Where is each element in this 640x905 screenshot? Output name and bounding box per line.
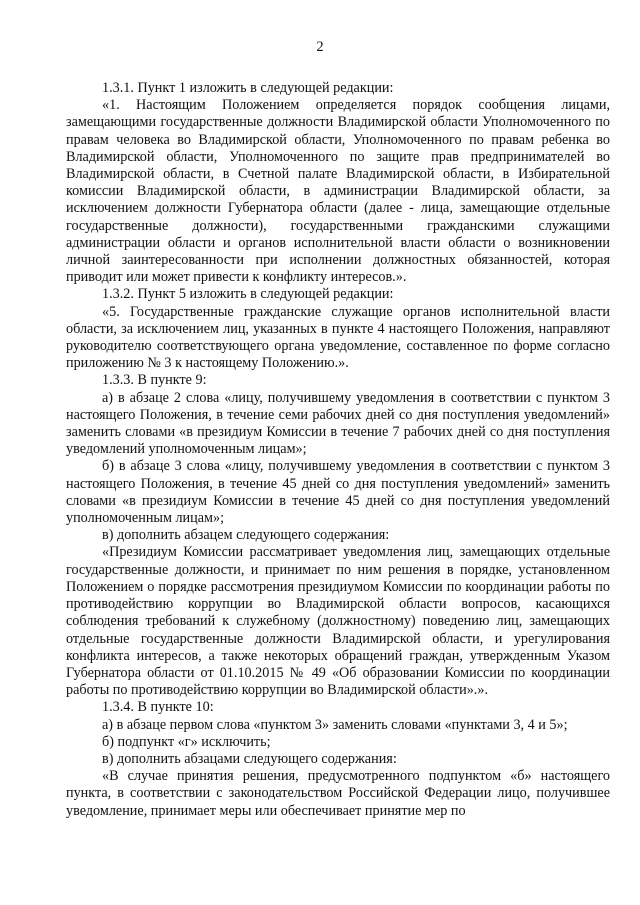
paragraph-9-subitem-b: б) в абзаце 3 слова «лицу, получившему уведомления в соответствии с пунктом 3 настоящего Положения, в течение 45 дней со дня поступления уведомлений» заменить словами «в президиум Комиссии в течение 45 дней со дня поступления уведомлений уполномоченным лицам»; [66,458,610,527]
paragraph-10-subitem-v: в) дополнить абзацами следующего содержания: [102,750,397,767]
paragraph-presidium-text: «Президиум Комиссии рассматривает уведомления лиц, замещающих отдельные государственные должности, и принимает по ним решения в порядке, установленном Положением о порядке рассмотрения президиумом Комиссии по координации работы по противодействию коррупции во Владимирской области вопросов, касающихся соблюдения требований к служебному (должностному) поведению лиц, замещающих отдельные государственные должности Владимирской области, и урегулирования конфликта интересов, а также некоторых обращений граждан, утвержденным Указом Губернатора области от 01.10.2015 № 49 «Об образовании Комиссии по координации работы по противодействию коррупции во Владимирской области».». [66,544,610,699]
paragraph-1-3-3: 1.3.3. В пункте 9: [102,372,207,389]
paragraph-10-subitem-b: б) подпункт «г» исключить; [102,733,271,750]
paragraph-1-3-4: 1.3.4. В пункте 10: [102,699,214,716]
page-number: 2 [316,39,324,55]
paragraph-9-subitem-v: в) дополнить абзацем следующего содержания: [102,527,390,544]
paragraph-point-1-text: «1. Настоящим Положением определяется порядок сообщения лицами, замещающими государственные должности Владимирской области Уполномоченного по правам человека во Владимирской области, Уполномоченного по правам ребенка во Владимирской области, Уполномоченного по защите прав предпринимателей во Владимирской области, в Счетной палате Владимирской области, в Избирательной комиссии Владимирской области, в администрации Владимирской области, за исключением должности Губернатора области (далее - лица, замещающие отдельные государственные должности), государственными гражданскими служащими администрации области и органов исполнительной власти области о возникновении личной заинтересованности при исполнении должностных обязанностей, которая приводит или может привести к конфликту интересов.». [66,97,610,286]
paragraph-1-3-2: 1.3.2. Пункт 5 изложить в следующей редакции: [102,286,394,303]
document-body [66,80,610,820]
paragraph-9-subitem-a: а) в абзаце 2 слова «лицу, получившему уведомления в соответствии с пунктом 3 настоящего Положения, в течение семи рабочих дней со дня поступления уведомлений» заменить словами «в президиум Комиссии в течение 7 рабочих дней со дня поступления уведомлений уполномоченным лицам»; [66,389,610,458]
paragraph-decision-text: «В случае принятия решения, предусмотренного подпунктом «б» настоящего пункта, в соответствии с законодательством Российской Федерации лицо, получившее уведомление, принимает меры или обеспечивает принятие мер по [66,768,610,819]
paragraph-10-subitem-a: а) в абзаце первом слова «пунктом 3» заменить словами «пунктами 3, 4 и 5»; [102,716,568,733]
paragraph-1-3-1: 1.3.1. Пункт 1 изложить в следующей редакции: [102,80,394,96]
paragraph-point-5-text: «5. Государственные гражданские служащие органов исполнительной власти области, за исключением лиц, указанных в пункте 4 настоящего Положения, направляют руководителю соответствующего органа уведомление, составленное по форме согласно приложению № 3 к настоящему Положению.». [66,303,610,372]
